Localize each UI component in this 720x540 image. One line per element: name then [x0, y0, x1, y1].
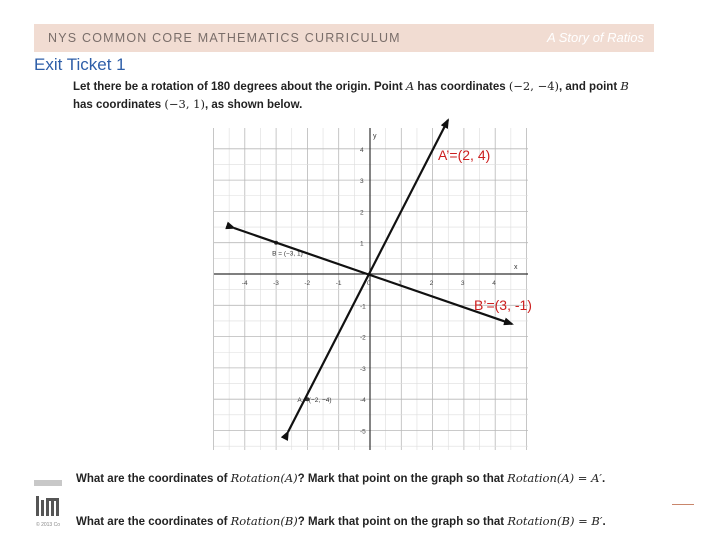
- coord-a: (−2, −4): [508, 79, 560, 93]
- x-tick-label: 0: [367, 280, 371, 287]
- y-tick-label: -1: [360, 303, 366, 311]
- question-text: ? Mark that point on the graph so that: [297, 516, 508, 528]
- question-math: Rotation(A) = A′: [507, 471, 603, 485]
- y-tick-label: 1: [360, 240, 364, 248]
- y-tick-label: -3: [360, 365, 366, 373]
- question-text: What are the coordinates of: [76, 473, 231, 485]
- x-tick-label: -3: [273, 280, 279, 287]
- x-tick-label: 3: [460, 280, 465, 287]
- b-prime-annotation: B’=(3, -1): [474, 297, 532, 313]
- intro-text: Let there be a rotation of 180 degrees about the origin. Point: [73, 81, 406, 93]
- y-tick-label: -2: [360, 334, 366, 342]
- rotation-line-a: [288, 120, 448, 432]
- coord-b: (−3, 1): [164, 97, 205, 111]
- question-math: Rotation(A): [230, 471, 298, 485]
- question-1: [76, 471, 605, 485]
- y-tick-label: 4: [360, 146, 364, 154]
- grid-lines: [214, 128, 529, 450]
- question-text: .: [602, 473, 606, 485]
- question-text: ? Mark that point on the graph so that: [297, 473, 508, 485]
- point-b-symbol: B: [620, 79, 629, 93]
- question-math: Rotation(B): [230, 514, 298, 528]
- x-tick-label: 1: [398, 280, 402, 287]
- y-tick-label: -4: [360, 397, 366, 405]
- story-title: A Story of Ratios: [546, 30, 644, 45]
- intro-text: , as shown below.: [204, 99, 303, 111]
- question-math: Rotation(B) = B′: [507, 514, 603, 528]
- intro-text: , and point: [559, 81, 621, 93]
- x-tick-label: 4: [492, 280, 496, 287]
- y-tick-label: 2: [360, 209, 364, 217]
- exit-ticket-title: Exit Ticket 1: [34, 55, 126, 74]
- x-tick-label: 2: [429, 280, 434, 287]
- x-tick-label: -4: [241, 280, 248, 287]
- a-prime-annotation: A’=(2, 4): [438, 147, 491, 163]
- x-tick-label: -1: [335, 280, 342, 287]
- plotted-points: [272, 241, 331, 405]
- question-text: What are the coordinates of: [76, 516, 231, 528]
- curriculum-title: NYS COMMON CORE MATHEMATICS CURRICULUM: [48, 31, 401, 45]
- tick-labels: [242, 147, 496, 436]
- point-label-b: B = (−3, 1): [272, 250, 303, 258]
- publisher-logo-icon: [36, 496, 60, 516]
- question-text: .: [602, 516, 606, 528]
- intro-text: has coordinates: [73, 99, 165, 111]
- copyright-text: © 2013 Co: [36, 522, 60, 528]
- y-axis-label: y: [373, 133, 377, 140]
- question-2: [76, 514, 606, 528]
- point-label-a: A = (−2, −4): [297, 397, 332, 405]
- x-tick-label: -2: [304, 280, 311, 287]
- y-tick-label: 3: [360, 178, 364, 186]
- axes: [214, 128, 528, 450]
- footer-stripe: [34, 480, 62, 486]
- intro-text: has coordinates: [414, 81, 509, 93]
- x-axis-label: x: [514, 264, 518, 271]
- y-tick-label: -5: [360, 428, 366, 436]
- footer-divider: [672, 504, 694, 505]
- point-a-symbol: A: [405, 79, 415, 93]
